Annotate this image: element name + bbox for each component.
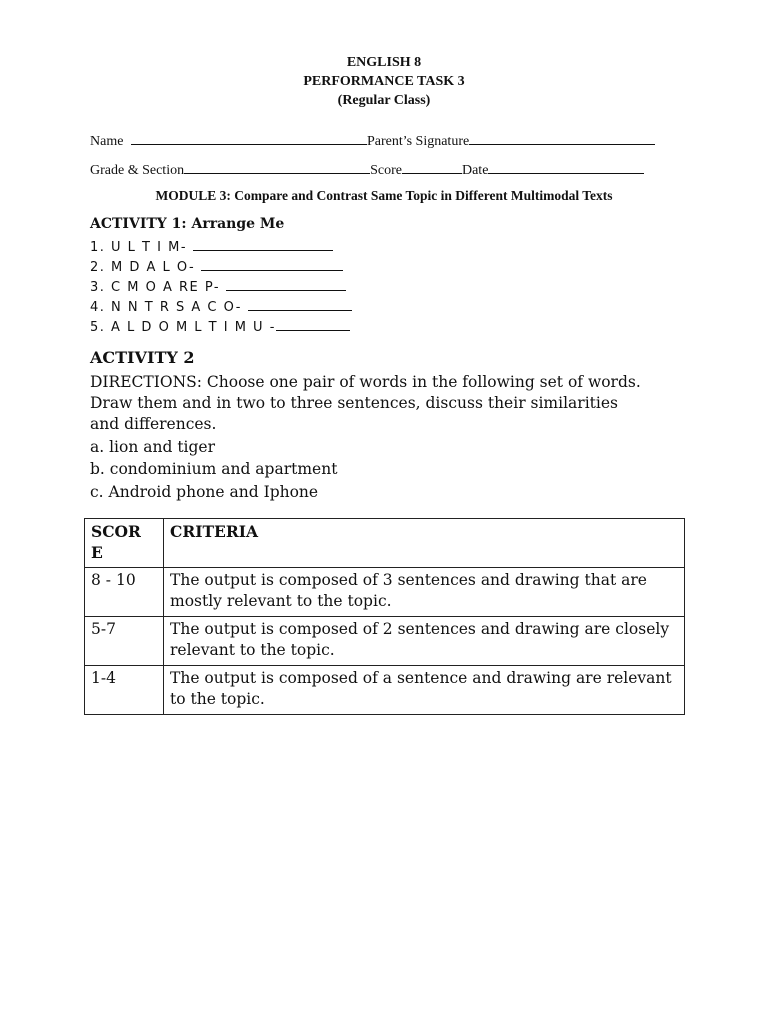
criteria-cell: The output is composed of a sentence and drawing are relevant to the topic. xyxy=(164,666,685,715)
answer-line[interactable] xyxy=(193,236,333,251)
parent-signature-field[interactable] xyxy=(469,130,655,145)
activity2-directions: DIRECTIONS: Choose one pair of words in the following set of words. Draw them and in two to three sentences, discuss their similarities and differences. xyxy=(90,373,641,433)
criteria-cell: The output is composed of 3 sentences and drawing that are mostly relevant to the topic. xyxy=(164,568,685,617)
activity1-item: 4. N N T R S A C O- xyxy=(90,296,352,315)
criteria-column-header: CRITERIA xyxy=(164,519,685,568)
subject-title: ENGLISH 8 xyxy=(346,55,422,70)
score-cell: 5-7 xyxy=(85,617,164,666)
parent-signature-label: Parent’s Signature xyxy=(366,134,470,149)
name-field[interactable] xyxy=(131,130,367,145)
activity1-title: ACTIVITY 1: Arrange Me xyxy=(90,216,285,232)
score-field[interactable] xyxy=(402,159,462,174)
score-cell: 8 - 10 xyxy=(85,568,164,617)
criteria-cell: The output is composed of 2 sentences and drawing are closely relevant to the topic. xyxy=(164,617,685,666)
score-column-header: SCOR E xyxy=(85,519,164,568)
class-label: (Regular Class) xyxy=(337,93,431,108)
grade-section-label: Grade & Section xyxy=(90,163,185,178)
rubric-row xyxy=(85,666,685,715)
option-item: c. Android phone and Iphone xyxy=(90,483,319,501)
activity1-item: 3. C M O A RE P- xyxy=(90,276,346,295)
rubric-row xyxy=(85,568,685,617)
answer-line[interactable] xyxy=(201,256,343,271)
answer-line[interactable] xyxy=(248,296,352,311)
activity1-item: 1. U L T I M- xyxy=(90,236,333,255)
answer-line[interactable] xyxy=(276,316,350,331)
activity1-item: 2. M D A L O- xyxy=(90,256,343,275)
score-label: Score xyxy=(370,163,402,178)
name-row xyxy=(90,130,655,150)
option-item: b. condominium and apartment xyxy=(90,460,338,478)
task-title: PERFORMANCE TASK 3 xyxy=(303,74,465,89)
name-label: Name xyxy=(90,134,124,149)
grade-row xyxy=(90,159,644,179)
answer-line[interactable] xyxy=(226,276,346,291)
activity2-title: ACTIVITY 2 xyxy=(90,348,195,367)
date-field[interactable] xyxy=(488,159,644,174)
module-title: MODULE 3: Compare and Contrast Same Topic in Different Multimodal Texts xyxy=(155,188,613,203)
rubric-row xyxy=(85,617,685,666)
activity1-item: 5. A L D O M L T I M U - xyxy=(90,316,350,335)
rubric-table xyxy=(84,518,685,715)
date-label: Date xyxy=(461,163,489,178)
score-cell: 1-4 xyxy=(85,666,164,715)
rubric-header-row xyxy=(85,519,685,568)
option-item: a. lion and tiger xyxy=(90,438,216,456)
grade-section-field[interactable] xyxy=(184,159,370,174)
